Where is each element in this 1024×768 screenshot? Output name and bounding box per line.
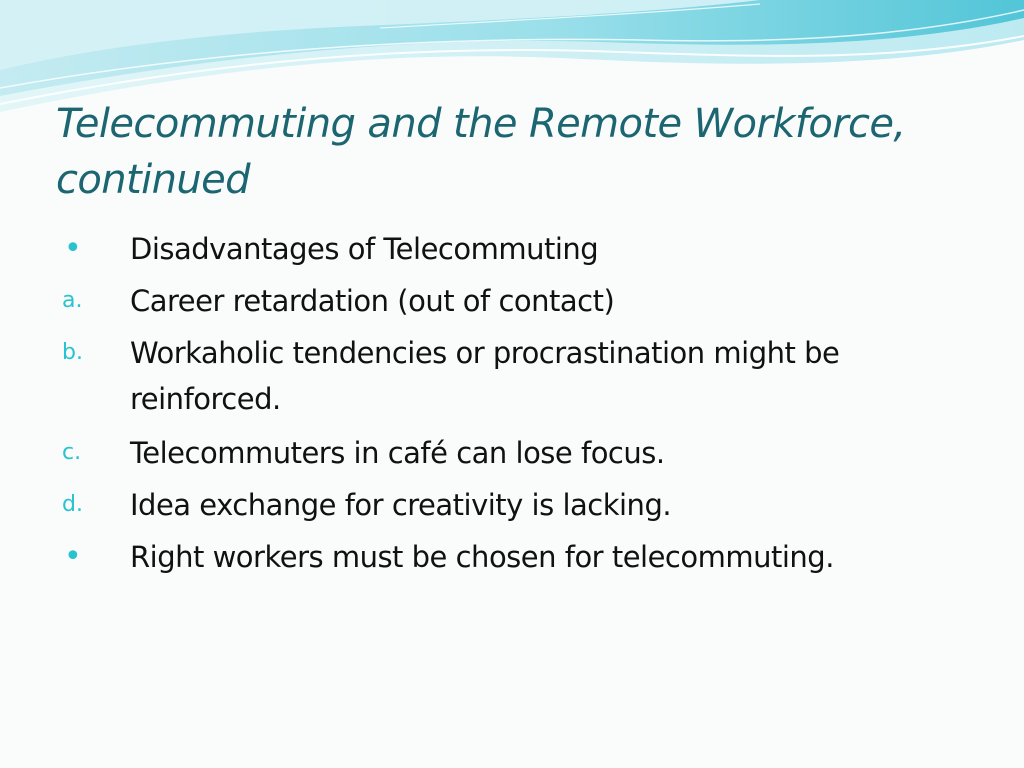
list-item-text: Telecommuters in café can lose focus.: [130, 436, 665, 470]
list-item-text-line-1: Workaholic tendencies or procrastination might be: [130, 336, 840, 370]
bullet-marker: •: [64, 539, 82, 574]
bullet-marker: •: [64, 231, 82, 266]
list-item-text: Disadvantages of Telecommuting: [130, 232, 599, 266]
list-item-text: Idea exchange for creativity is lacking.: [130, 488, 672, 522]
list-marker-b: b.: [62, 340, 83, 365]
list-marker-a: a.: [62, 288, 83, 313]
list-marker-d: d.: [62, 492, 83, 517]
list-item-text: Career retardation (out of contact): [130, 284, 615, 318]
list-item-text: Right workers must be chosen for telecommuting.: [130, 540, 834, 574]
slide-title-line-1: Telecommuting and the Remote Workforce,: [56, 101, 906, 147]
list-item-text: [130, 330, 980, 422]
list-item-text-line-2: reinforced.: [130, 382, 281, 416]
list-marker-c: c.: [62, 440, 82, 465]
slide-title-line-2: continued: [56, 157, 250, 203]
